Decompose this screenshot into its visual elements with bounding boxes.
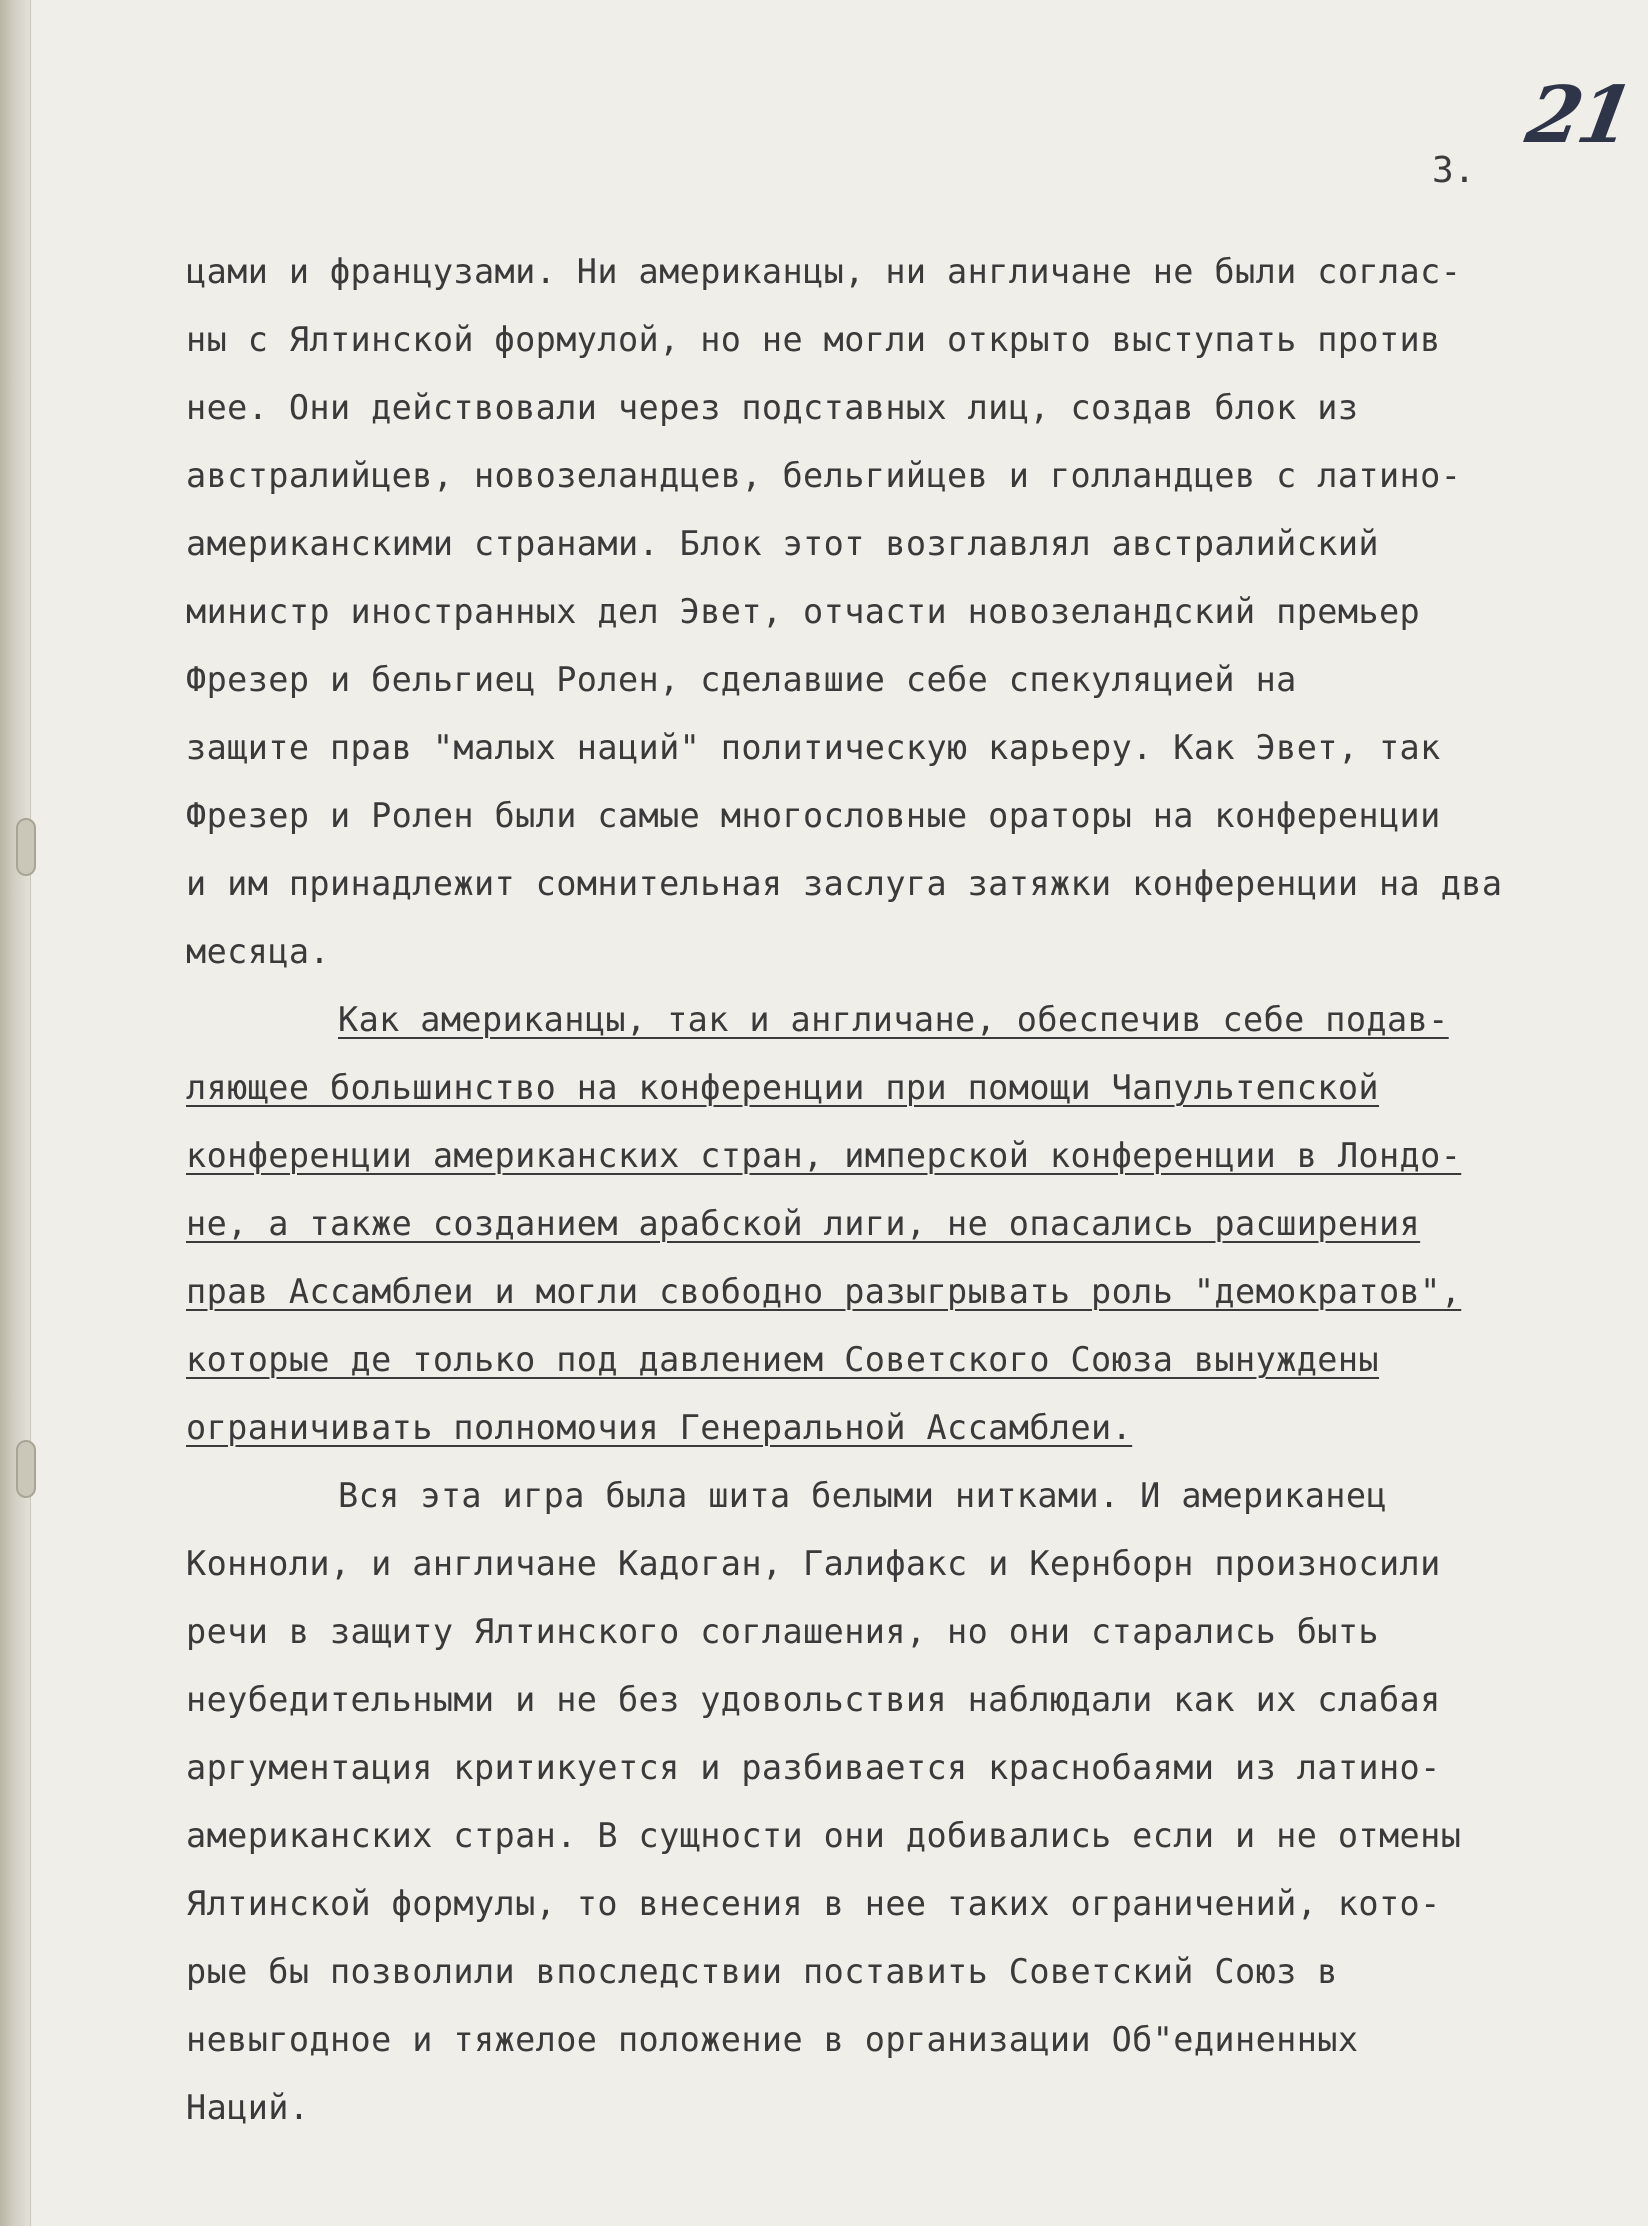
text-line-20: Конноли, и англичане Кадоган, Галифакс и Кернборн произносили — [186, 1544, 1441, 1583]
underlined-text: конференции американских стран, имперской конференции в Лондо- — [186, 1136, 1462, 1175]
binding-strip — [0, 0, 31, 2226]
typewritten-body — [186, 238, 1606, 2142]
text-line-19: Вся эта игра была шита белыми нитками. И американец — [338, 1476, 1388, 1515]
text-line-22: неубедительными и не без удовольствия наблюдали как их слабая — [186, 1680, 1441, 1719]
text-line-3: нее. Они действовали через подставных лиц, создав блок из — [186, 388, 1359, 427]
text-line-17 — [186, 1326, 1606, 1394]
text-line-5: американскими странами. Блок этот возглавлял австралийский — [186, 524, 1379, 563]
text-line-11: месяца. — [186, 932, 330, 971]
text-line-13 — [186, 1054, 1606, 1122]
punch-hole — [16, 1440, 36, 1498]
text-line-25: Ялтинской формулы, то внесения в нее таких ограничений, кото- — [186, 1884, 1441, 1923]
text-line-2: ны с Ялтинской формулой, но не могли открыто выступать против — [186, 320, 1441, 359]
text-line-8: защите прав "малых наций" политическую карьеру. Как Эвет, так — [186, 728, 1441, 767]
text-line-21: речи в защиту Ялтинского соглашения, но они старались быть — [186, 1612, 1379, 1651]
underlined-text: ограничивать полномочия Генеральной Ассамблеи. — [186, 1408, 1133, 1447]
underlined-text: не, а также созданием арабской лиги, не опасались расширения — [186, 1204, 1421, 1243]
text-line-1: цами и французами. Ни американцы, ни англичане не были соглас- — [186, 252, 1462, 291]
text-line-26: рые бы позволили впоследствии поставить Советский Союз в — [186, 1952, 1338, 1991]
punch-hole — [16, 818, 36, 876]
underlined-text: ляющее большинство на конференции при помощи Чапультепской — [186, 1068, 1379, 1107]
text-line-15 — [186, 1190, 1606, 1258]
text-line-24: американских стран. В сущности они добивались если и не отмены — [186, 1816, 1462, 1855]
text-line-14 — [186, 1122, 1606, 1190]
text-line-9: Фрезер и Ролен были самые многословные ораторы на конференции — [186, 796, 1441, 835]
page-number: 3. — [1432, 150, 1476, 191]
text-line-18 — [186, 1394, 1606, 1462]
text-line-28: Наций. — [186, 2088, 310, 2127]
text-line-27: невыгодное и тяжелое положение в организации Об"единенных — [186, 2020, 1359, 2059]
handwritten-folio-number: 21 — [1519, 70, 1637, 161]
text-line-12 — [186, 986, 1606, 1054]
text-line-10: и им принадлежит сомнительная заслуга затяжки конференции на два — [186, 864, 1503, 903]
underlined-text: прав Ассамблеи и могли свободно разыгрывать роль "демократов", — [186, 1272, 1462, 1311]
underlined-text: Как американцы, так и англичане, обеспечив себе подав- — [338, 1000, 1449, 1039]
underlined-text: которые де только под давлением Советского Союза вынуждены — [186, 1340, 1379, 1379]
text-line-6: министр иностранных дел Эвет, отчасти новозеландский премьер — [186, 592, 1421, 631]
text-line-16 — [186, 1258, 1606, 1326]
text-line-4: австралийцев, новозеландцев, бельгийцев и голландцев с латино- — [186, 456, 1462, 495]
text-line-23: аргументация критикуется и разбивается краснобаями из латино- — [186, 1748, 1441, 1787]
text-line-7: Фрезер и бельгиец Ролен, сделавшие себе спекуляцией на — [186, 660, 1297, 699]
